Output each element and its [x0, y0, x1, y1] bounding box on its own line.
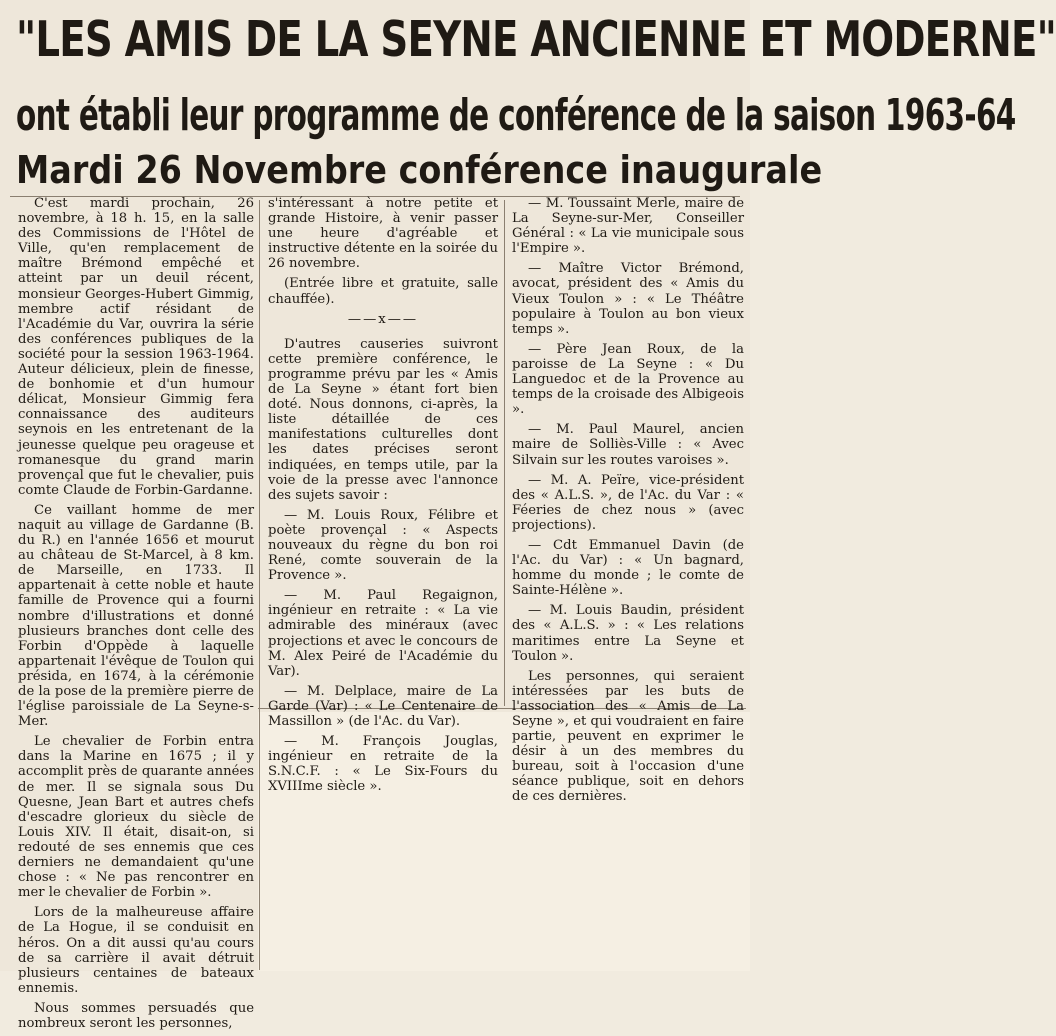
paragraph: — Maître Victor Brémond, avocat, président des « Amis du Vieux Toulon » : « Le Théâtre populaire à Toulon au bon vieux temps ». [512, 261, 744, 337]
paragraph: (Entrée libre et gratuite, salle chauffée). [268, 276, 498, 307]
paragraph: Lors de la malheureuse affaire de La Hogue, il se conduisit en héros. On a dit aussi qu'au cours de sa carrière il avait détruit plusieurs centaines de bateaux ennemis. [18, 905, 254, 996]
paragraph: — M. Toussaint Merle, maire de La Seyne-sur-Mer, Conseiller Général : « La vie municipale sous l'Empire ». [512, 196, 744, 257]
paragraph: — M. Louis Roux, Félibre et poète provençal : « Aspects nouveaux du règne du bon roi René, comte souverain de la Provence ». [268, 507, 498, 584]
column-1 [18, 196, 254, 1036]
separator: ——x—— [347, 311, 419, 327]
paragraph: C'est mardi prochain, 26 novembre, à 18 h. 15, en la salle des Commissions de l'Hôtel de Ville, qu'en remplacement de maître Brémond empêché et atteint par un deuil récent, monsieur Georges-Hubert Gimmig, membre actif résidant de l'Académie du Var, ouvrira la série des conférences publiques de la société pour la session 1963-1964. Auteur délicieux, plein de finesse, de bonhomie et d'un humour délicat, Monsieur Gimmig fera connaissance des auditeurs seynois en les entretenant de la jeunesse quelque peu orageuse et romanesque du grand marin provençal que fut le chevalier, puis comte Claude de Forbin-Gardanne. [18, 196, 254, 498]
paragraph: s'intéressant à notre petite et grande Histoire, à venir passer une heure d'agréable et instructive détente en la soirée du 26 novembre. [268, 196, 498, 272]
headline-line-1: "LES AMIS DE LA SEYNE ANCIENNE ET MODERNE" [16, 11, 1056, 68]
paragraph: — Père Jean Roux, de la paroisse de La Seyne : « Du Languedoc et de la Provence au temps de la croisade des Albigeois ». [512, 341, 744, 418]
paragraph: — M. Paul Maurel, ancien maire de Solliès-Ville : « Avec Silvain sur les routes varoises ». [512, 422, 744, 468]
headline-line-2: ont établi leur programme de conférence de la saison 1963-64 [16, 90, 1016, 141]
paragraph: — M. A. Peïre, vice-président des « A.L.S. », de l'Ac. du Var : « Féeries de chez nous » (avec projections). [512, 472, 744, 533]
headline-line-3: Mardi 26 Novembre conférence inaugurale [16, 148, 823, 192]
paragraph: — M. Delplace, maire de La Garde (Var) : « Le Centenaire de Massillon » (de l'Ac. du Var). [268, 683, 498, 729]
paragraph: — Cdt Emmanuel Davin (de l'Ac. du Var) : « Un bagnard, homme du monde ; le comte de Sainte-Hélène ». [512, 537, 744, 599]
paragraph: Nous sommes persuadés que nombreux seront les personnes, [18, 1000, 254, 1031]
paragraph: D'autres causeries suivront cette première conférence, le programme prévu par les « Amis de La Seyne » étant fort bien doté. Nous donnons, ci-après, la liste détaillée de ces manifestations culturelles dont les dates précises seront indiquées, en temps utile, par la voie de la presse avec l'annonce des sujets savoir : [268, 336, 498, 503]
paragraph: Le chevalier de Forbin entra dans la Marine en 1675 ; il y accomplit près de quarante années de mer. Il se signala sous Du Quesne, Jean Bart et autres chefs d'escadre glorieux du siècle de Louis XIV. Il était, disait-on, si redouté de ses ennemis que ces derniers ne demandaient qu'une chose : « Ne pas rencontrer en mer le chevalier de Forbin ». [18, 734, 254, 901]
paragraph: — M. Paul Regaignon, ingénieur en retraite : « La vie admirable des minéraux (avec projections et avec le concours de M. Alex Peiré de l'Académie du Var). [268, 588, 498, 679]
column-2 [268, 196, 498, 799]
paragraph: Les personnes, qui seraient intéressées par les buts de l'association des « Amis de La Seyne », et qui voudraient en faire partie, peuvent en exprimer le désir à un des membres du bureau, soit à l'occasion d'une séance publique, soit en dehors de ces dernières. [512, 668, 744, 805]
paragraph: — M. François Jouglas, ingénieur en retraite de la S.N.C.F. : « Le Six-Fours du XVIIIme siècle ». [268, 734, 498, 795]
paragraph: — M. Louis Baudin, président des « A.L.S. » : « Les relations maritimes entre La Seyne et Toulon ». [512, 603, 744, 664]
column-3 [512, 196, 744, 810]
paragraph: Ce vaillant homme de mer naquit au village de Gardanne (B. du R.) en l'année 1656 et mourut au château de St-Marcel, à 8 km. de Marseille, en 1733. Il appartenait à cette noble et haute famille de Provence qui a fourni nombre d'illustrations et donné plusieurs branches dont celle des Forbin d'Oppède à laquelle appartenait l'évêque de Toulon qui présida, en 1674, à la cérémonie de la pose de la première pierre de l'église paroissiale de La Seyne-s-Mer. [18, 502, 254, 730]
column-rule-2 [504, 200, 505, 706]
column-rule-1 [259, 200, 260, 970]
